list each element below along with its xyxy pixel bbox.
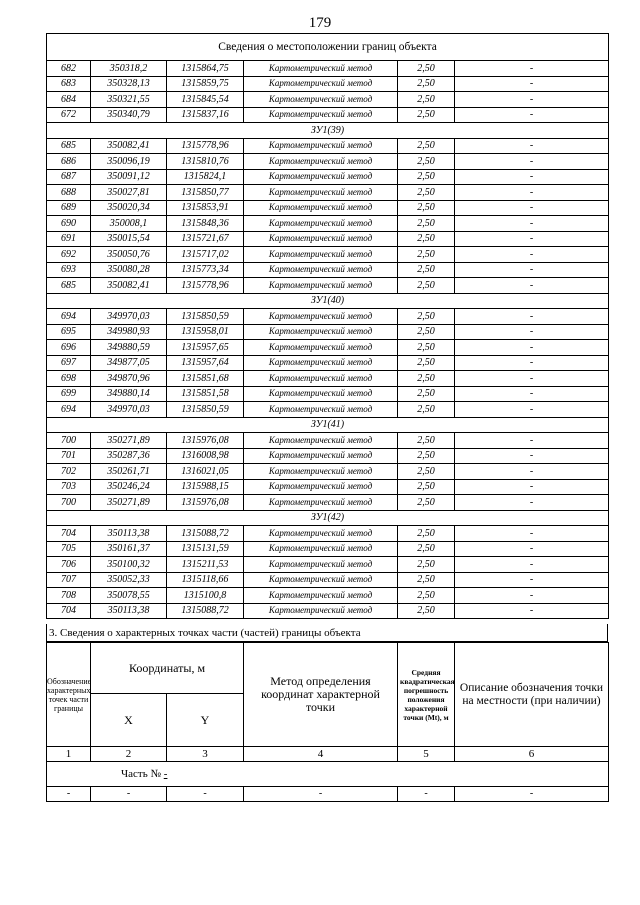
page-number: 179 [308, 15, 332, 31]
coord-x: 350027,81 [91, 185, 167, 201]
empty-cell: - [47, 787, 91, 802]
point-number: 696 [47, 340, 91, 356]
coord-y: 1315211,53 [167, 557, 244, 573]
description: - [455, 138, 609, 154]
accuracy: 2,50 [398, 61, 455, 77]
header-method: Метод определения координат характерной точки [244, 643, 398, 747]
method: Картометрический метод [244, 495, 398, 511]
coord-y: 1315721,67 [167, 231, 244, 247]
table-row [47, 355, 609, 371]
point-number: 704 [47, 526, 91, 542]
table-row [47, 433, 609, 449]
method: Картометрический метод [244, 588, 398, 604]
description: - [455, 541, 609, 557]
method: Картометрический метод [244, 541, 398, 557]
coord-y: 1315957,65 [167, 340, 244, 356]
table-row [47, 541, 609, 557]
description: - [455, 76, 609, 92]
coord-y: 1315864,75 [167, 61, 244, 77]
table-row [47, 216, 609, 232]
group-label: ЗУ1(41) [47, 417, 609, 433]
coord-y: 1315976,08 [167, 495, 244, 511]
accuracy: 2,50 [398, 541, 455, 557]
point-number: 706 [47, 557, 91, 573]
table-row [47, 588, 609, 604]
point-number: 702 [47, 464, 91, 480]
accuracy: 2,50 [398, 169, 455, 185]
point-number: 689 [47, 200, 91, 216]
method: Картометрический метод [244, 92, 398, 108]
description: - [455, 231, 609, 247]
coord-y: 1315837,16 [167, 107, 244, 123]
group-row [47, 123, 609, 139]
point-number: 698 [47, 371, 91, 387]
table-row [47, 169, 609, 185]
point-number: 672 [47, 107, 91, 123]
point-number: 701 [47, 448, 91, 464]
table-row [47, 479, 609, 495]
empty-cell: - [244, 787, 398, 802]
description: - [455, 324, 609, 340]
description: - [455, 572, 609, 588]
column-number: 3 [167, 747, 244, 762]
accuracy: 2,50 [398, 588, 455, 604]
accuracy: 2,50 [398, 526, 455, 542]
header-x: X [91, 694, 167, 747]
table-row [47, 448, 609, 464]
header-point-id: Обозначение характерных точек части границы [47, 643, 91, 747]
method: Картометрический метод [244, 200, 398, 216]
table-row [47, 386, 609, 402]
coord-x: 350091,12 [91, 169, 167, 185]
coord-x: 349880,59 [91, 340, 167, 356]
point-number: 688 [47, 185, 91, 201]
coord-y: 1315851,68 [167, 371, 244, 387]
table-row [47, 76, 609, 92]
coord-y: 1315088,72 [167, 603, 244, 619]
method: Картометрический метод [244, 355, 398, 371]
method: Картометрический метод [244, 61, 398, 77]
coord-x: 349980,93 [91, 324, 167, 340]
empty-cell: - [167, 787, 244, 802]
coord-x: 350020,34 [91, 200, 167, 216]
point-number: 690 [47, 216, 91, 232]
accuracy: 2,50 [398, 386, 455, 402]
part-points-table [46, 642, 609, 802]
method: Картометрический метод [244, 138, 398, 154]
table-row [47, 526, 609, 542]
part-label-cell [47, 762, 609, 787]
table-row [47, 557, 609, 573]
method: Картометрический метод [244, 309, 398, 325]
coord-y: 1315845,54 [167, 92, 244, 108]
group-row [47, 510, 609, 526]
empty-data-row [47, 787, 609, 802]
table-row [47, 138, 609, 154]
point-number: 707 [47, 572, 91, 588]
coord-y: 1315773,34 [167, 262, 244, 278]
group-label: ЗУ1(39) [47, 123, 609, 139]
point-number: 693 [47, 262, 91, 278]
accuracy: 2,50 [398, 464, 455, 480]
method: Картометрический метод [244, 231, 398, 247]
method: Картометрический метод [244, 557, 398, 573]
coord-x: 350271,89 [91, 495, 167, 511]
coord-x: 349970,03 [91, 309, 167, 325]
coord-y: 1315131,59 [167, 541, 244, 557]
method: Картометрический метод [244, 464, 398, 480]
method: Картометрический метод [244, 603, 398, 619]
accuracy: 2,50 [398, 154, 455, 170]
accuracy: 2,50 [398, 572, 455, 588]
coord-y: 1315850,77 [167, 185, 244, 201]
point-number: 704 [47, 603, 91, 619]
table-row [47, 200, 609, 216]
coord-y: 1315848,36 [167, 216, 244, 232]
coord-y: 1315850,59 [167, 309, 244, 325]
empty-cell: - [91, 787, 167, 802]
method: Картометрический метод [244, 154, 398, 170]
coord-y: 1315957,64 [167, 355, 244, 371]
table-row [47, 340, 609, 356]
column-number: 1 [47, 747, 91, 762]
coord-x: 350082,41 [91, 278, 167, 294]
coord-x: 350318,2 [91, 61, 167, 77]
coord-x: 350261,71 [91, 464, 167, 480]
description: - [455, 588, 609, 604]
table-row [47, 309, 609, 325]
table-row [47, 154, 609, 170]
coord-x: 350287,36 [91, 448, 167, 464]
coord-y: 1315851,58 [167, 386, 244, 402]
method: Картометрический метод [244, 386, 398, 402]
point-number: 705 [47, 541, 91, 557]
accuracy: 2,50 [398, 495, 455, 511]
coord-y: 1315778,96 [167, 138, 244, 154]
coord-y: 1315850,59 [167, 402, 244, 418]
point-number: 683 [47, 76, 91, 92]
coord-x: 350340,79 [91, 107, 167, 123]
table-row [47, 92, 609, 108]
description: - [455, 169, 609, 185]
point-number: 708 [47, 588, 91, 604]
coord-x: 350082,41 [91, 138, 167, 154]
table-row [47, 572, 609, 588]
coord-y: 1315976,08 [167, 433, 244, 449]
coord-x: 350113,38 [91, 603, 167, 619]
method: Картометрический метод [244, 169, 398, 185]
table-row [47, 371, 609, 387]
header-row-1 [47, 643, 609, 694]
point-number: 699 [47, 386, 91, 402]
table-row [47, 262, 609, 278]
accuracy: 2,50 [398, 448, 455, 464]
method: Картометрический метод [244, 76, 398, 92]
point-number: 682 [47, 61, 91, 77]
table-row [47, 61, 609, 77]
coord-x: 350328,13 [91, 76, 167, 92]
accuracy: 2,50 [398, 216, 455, 232]
description: - [455, 464, 609, 480]
method: Картометрический метод [244, 278, 398, 294]
column-number: 6 [455, 747, 609, 762]
description: - [455, 526, 609, 542]
header-description: Описание обозначения точки на местности (при наличии) [455, 643, 609, 747]
table-row [47, 247, 609, 263]
coord-y: 1315824,1 [167, 169, 244, 185]
accuracy: 2,50 [398, 278, 455, 294]
accuracy: 2,50 [398, 340, 455, 356]
point-number: 685 [47, 278, 91, 294]
description: - [455, 262, 609, 278]
description: - [455, 278, 609, 294]
method: Картометрический метод [244, 526, 398, 542]
accuracy: 2,50 [398, 76, 455, 92]
method: Картометрический метод [244, 324, 398, 340]
table-row [47, 324, 609, 340]
section3-title: 3. Сведения о характерных точках части (частей) границы объекта [46, 624, 608, 642]
coord-y: 1315088,72 [167, 526, 244, 542]
accuracy: 2,50 [398, 231, 455, 247]
coord-y: 1315988,15 [167, 479, 244, 495]
point-number: 695 [47, 324, 91, 340]
description: - [455, 402, 609, 418]
accuracy: 2,50 [398, 479, 455, 495]
point-number: 700 [47, 495, 91, 511]
column-number: 5 [398, 747, 455, 762]
point-number: 685 [47, 138, 91, 154]
coord-x: 350161,37 [91, 541, 167, 557]
point-number: 692 [47, 247, 91, 263]
point-number: 686 [47, 154, 91, 170]
table-row [47, 464, 609, 480]
method: Картометрический метод [244, 340, 398, 356]
coord-x: 349880,14 [91, 386, 167, 402]
description: - [455, 433, 609, 449]
description: - [455, 107, 609, 123]
description: - [455, 495, 609, 511]
coord-x: 350078,55 [91, 588, 167, 604]
description: - [455, 386, 609, 402]
part-row [47, 762, 609, 787]
table-row [47, 402, 609, 418]
description: - [455, 603, 609, 619]
empty-cell: - [455, 787, 609, 802]
accuracy: 2,50 [398, 185, 455, 201]
coord-y: 1315859,75 [167, 76, 244, 92]
coord-x: 349870,96 [91, 371, 167, 387]
accuracy: 2,50 [398, 355, 455, 371]
description: - [455, 557, 609, 573]
header-y: Y [167, 694, 244, 747]
header-error: Средняя квадратическая погрешность положения характерной точки (Mt), м [398, 643, 455, 747]
coord-x: 350096,19 [91, 154, 167, 170]
coord-x: 350050,76 [91, 247, 167, 263]
group-row [47, 417, 609, 433]
table-row [47, 278, 609, 294]
description: - [455, 92, 609, 108]
coord-x: 350113,38 [91, 526, 167, 542]
accuracy: 2,50 [398, 309, 455, 325]
accuracy: 2,50 [398, 402, 455, 418]
coord-y: 1316021,05 [167, 464, 244, 480]
coord-x: 350271,89 [91, 433, 167, 449]
coord-x: 349877,05 [91, 355, 167, 371]
description: - [455, 340, 609, 356]
method: Картометрический метод [244, 448, 398, 464]
boundary-points-table [46, 33, 609, 619]
accuracy: 2,50 [398, 324, 455, 340]
method: Картометрический метод [244, 479, 398, 495]
method: Картометрический метод [244, 572, 398, 588]
table-row [47, 185, 609, 201]
group-row [47, 293, 609, 309]
part-label: Часть № [121, 768, 161, 780]
coord-y: 1315778,96 [167, 278, 244, 294]
accuracy: 2,50 [398, 262, 455, 278]
column-numbers-row [47, 747, 609, 762]
accuracy: 2,50 [398, 200, 455, 216]
description: - [455, 309, 609, 325]
accuracy: 2,50 [398, 433, 455, 449]
table-title-row [47, 34, 609, 61]
coord-y: 1316008,98 [167, 448, 244, 464]
accuracy: 2,50 [398, 247, 455, 263]
point-number: 691 [47, 231, 91, 247]
coord-x: 350080,28 [91, 262, 167, 278]
description: - [455, 371, 609, 387]
method: Картометрический метод [244, 216, 398, 232]
empty-cell: - [398, 787, 455, 802]
table-row [47, 231, 609, 247]
accuracy: 2,50 [398, 371, 455, 387]
method: Картометрический метод [244, 402, 398, 418]
table-row [47, 603, 609, 619]
coord-x: 350100,32 [91, 557, 167, 573]
table-title: Сведения о местоположении границ объекта [47, 34, 609, 61]
description: - [455, 247, 609, 263]
point-number: 687 [47, 169, 91, 185]
point-number: 700 [47, 433, 91, 449]
column-number: 4 [244, 747, 398, 762]
coord-x: 350015,54 [91, 231, 167, 247]
table-row [47, 107, 609, 123]
point-number: 694 [47, 309, 91, 325]
coord-x: 350321,55 [91, 92, 167, 108]
group-label: ЗУ1(42) [47, 510, 609, 526]
description: - [455, 154, 609, 170]
method: Картометрический метод [244, 433, 398, 449]
description: - [455, 479, 609, 495]
coord-x: 349970,03 [91, 402, 167, 418]
point-number: 703 [47, 479, 91, 495]
method: Картометрический метод [244, 371, 398, 387]
description: - [455, 216, 609, 232]
group-label: ЗУ1(40) [47, 293, 609, 309]
accuracy: 2,50 [398, 603, 455, 619]
coord-y: 1315717,02 [167, 247, 244, 263]
description: - [455, 448, 609, 464]
coord-y: 1315958,01 [167, 324, 244, 340]
part-value: - [163, 768, 168, 780]
header-coordinates: Координаты, м [91, 643, 244, 694]
coord-y: 1315810,76 [167, 154, 244, 170]
description: - [455, 200, 609, 216]
coord-y: 1315853,91 [167, 200, 244, 216]
description: - [455, 355, 609, 371]
method: Картометрический метод [244, 107, 398, 123]
accuracy: 2,50 [398, 557, 455, 573]
coord-x: 350008,1 [91, 216, 167, 232]
point-number: 684 [47, 92, 91, 108]
accuracy: 2,50 [398, 92, 455, 108]
method: Картометрический метод [244, 185, 398, 201]
description: - [455, 61, 609, 77]
method: Картометрический метод [244, 262, 398, 278]
coord-x: 350052,33 [91, 572, 167, 588]
coord-x: 350246,24 [91, 479, 167, 495]
column-number: 2 [91, 747, 167, 762]
accuracy: 2,50 [398, 138, 455, 154]
description: - [455, 185, 609, 201]
point-number: 697 [47, 355, 91, 371]
table-row [47, 495, 609, 511]
method: Картометрический метод [244, 247, 398, 263]
coord-y: 1315118,66 [167, 572, 244, 588]
coord-y: 1315100,8 [167, 588, 244, 604]
accuracy: 2,50 [398, 107, 455, 123]
point-number: 694 [47, 402, 91, 418]
